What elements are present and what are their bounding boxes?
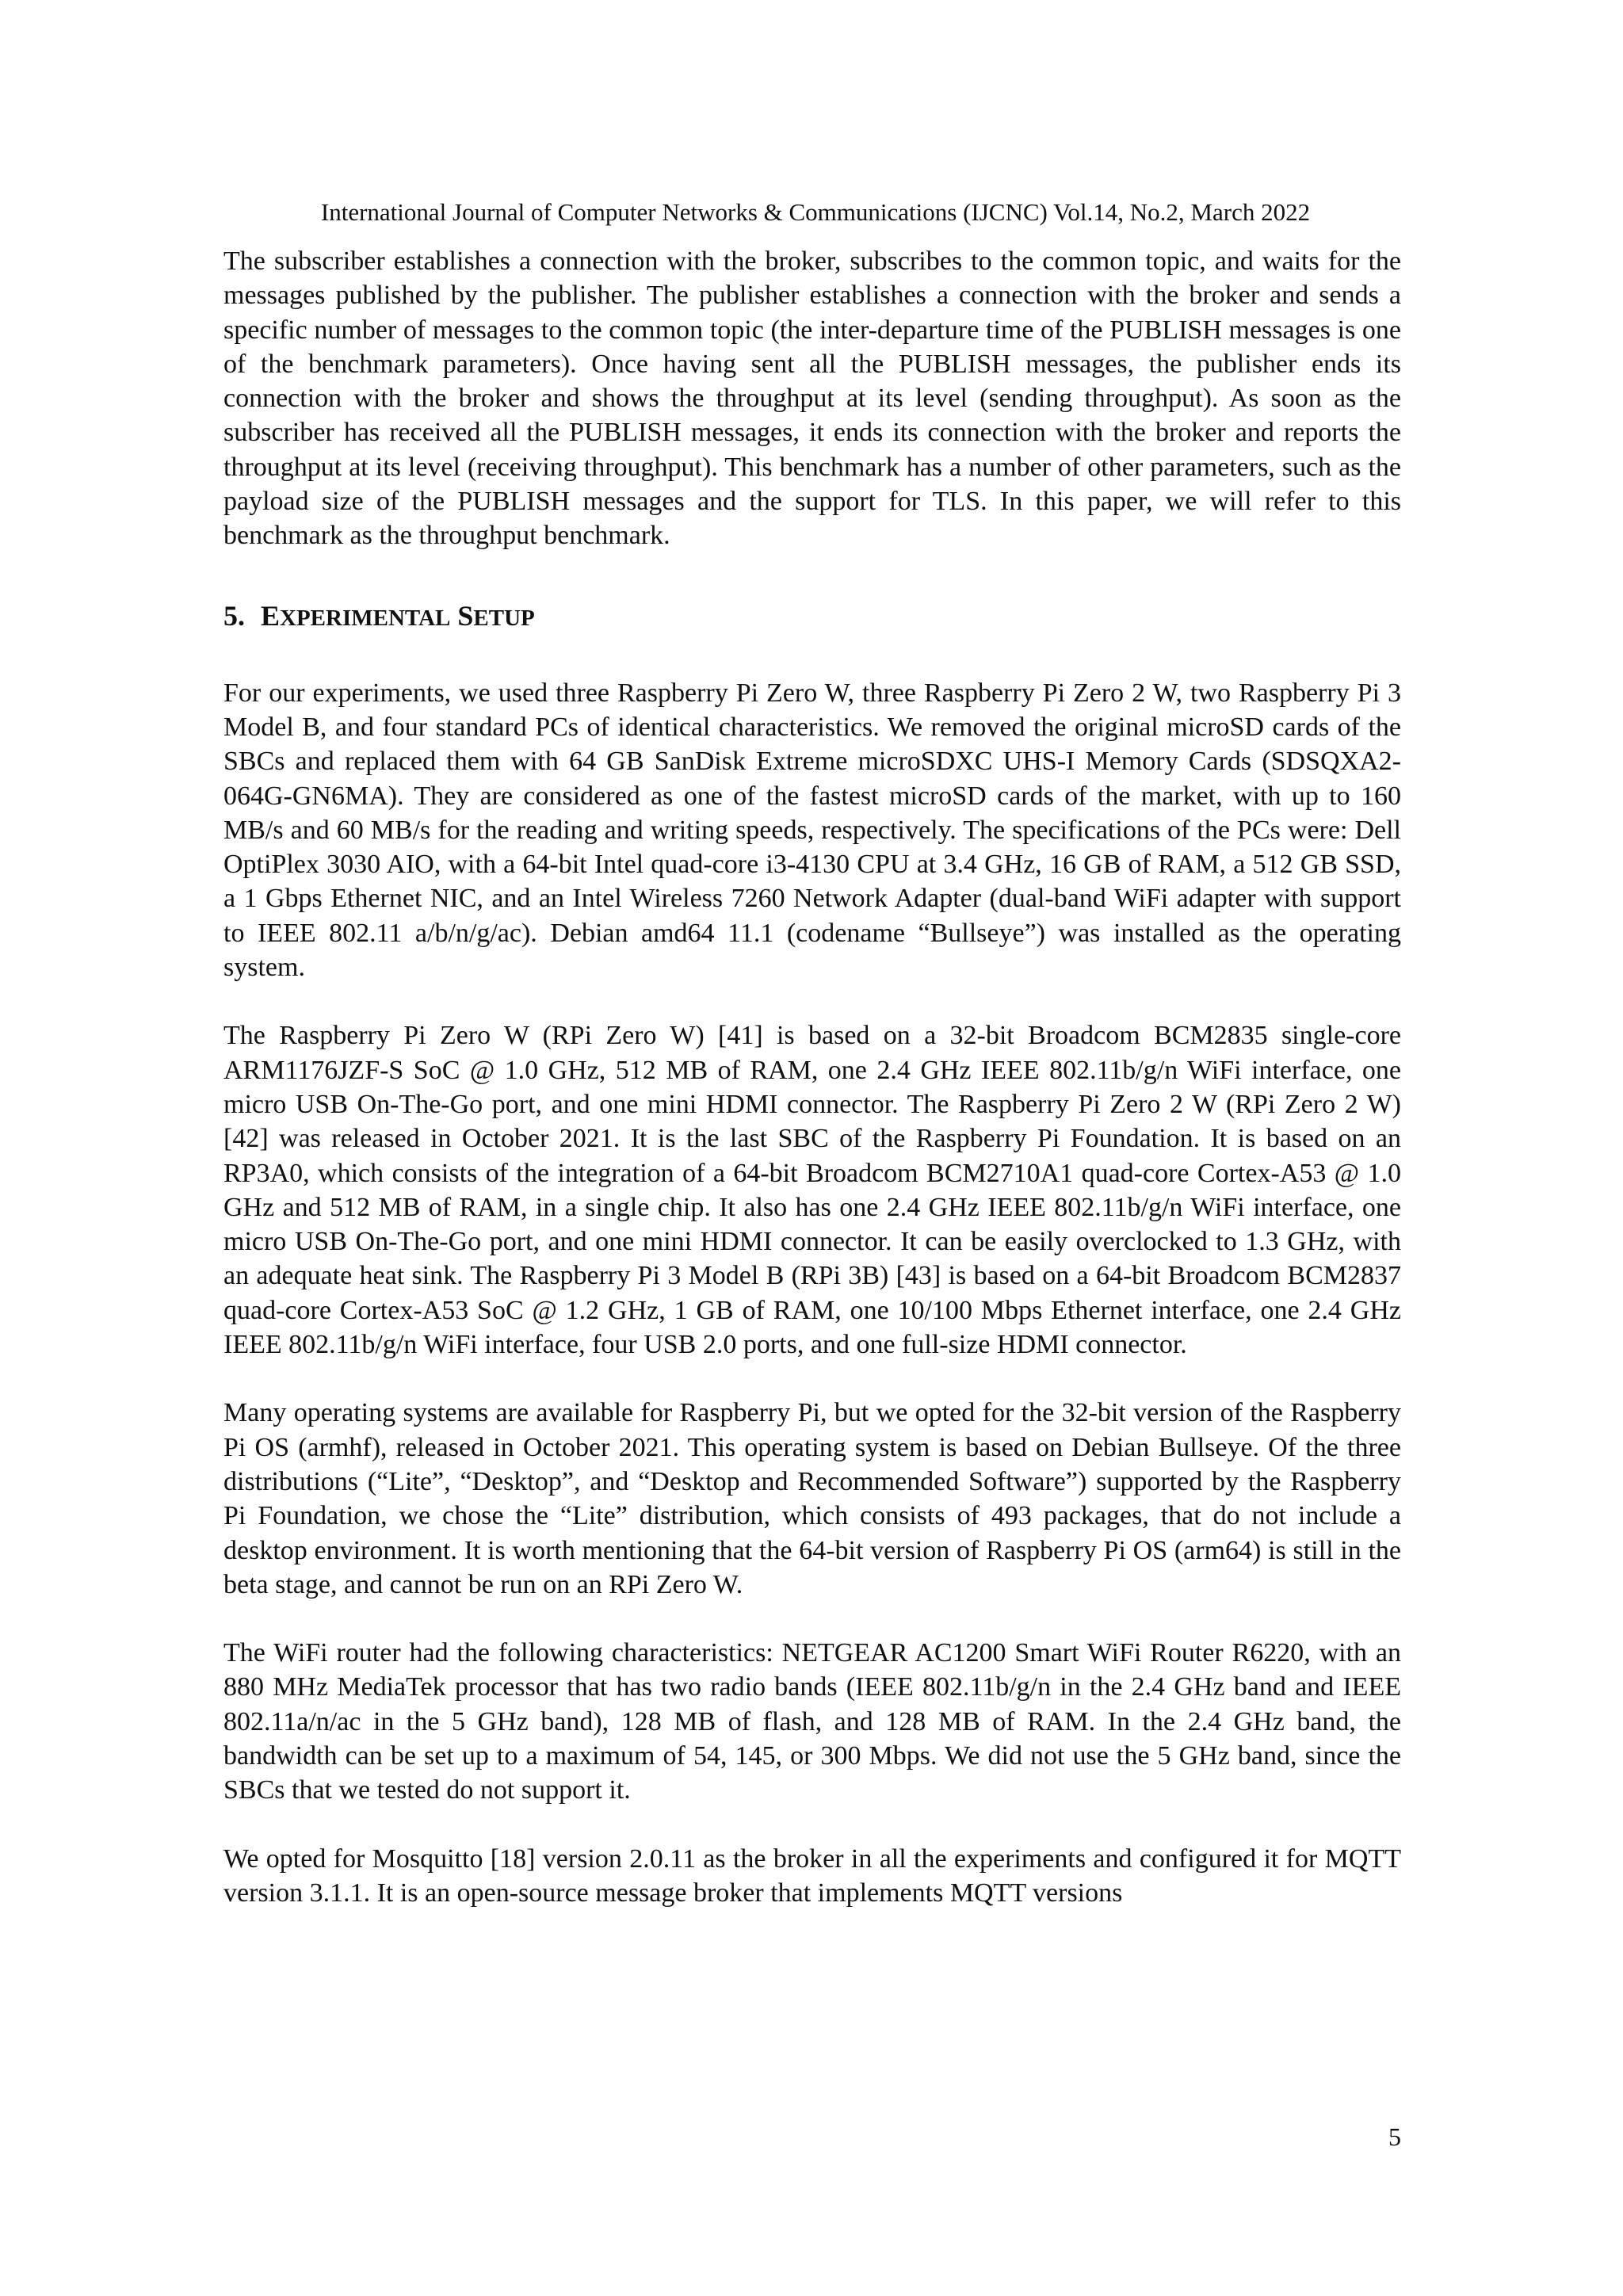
paragraph-mosquitto: We opted for Mosquitto [18] version 2.0.11 as the broker in all the experiments and configured it for MQTT version 3.1.1. It is an open-source message broker that implements MQTT versions: [223, 1843, 1401, 1908]
section-title-initial-1: E: [261, 599, 281, 632]
page-number: 5: [1388, 2122, 1401, 2151]
section-title-initial-2: S: [457, 599, 474, 632]
page-body: [223, 244, 1401, 1910]
paragraph-hardware: For our experiments, we used three Raspberry Pi Zero W, three Raspberry Pi Zero 2 W, two Raspberry Pi 3 Model B, and four standard PCs of identical characteristics. We removed the original microSD cards of the SBCs and replaced them with 64 GB SanDisk Extreme microSDXC UHS-I Memory Cards (SDSQXA2-064G-GN6MA). They are considered as one of the fastest microSD cards of the market, with up to 160 MB/s and 60 MB/s for the reading and writing speeds, respectively. The specifications of the PCs were: Dell OptiPlex 3030 AIO, with a 64-bit Intel quad-core i3-4130 CPU at 3.4 GHz, 16 GB of RAM, a 512 GB SSD, a 1 Gbps Ethernet NIC, and an Intel Wireless 7260 Network Adapter (dual-band WiFi adapter with support to IEEE 802.11 a/b/n/g/ac). Debian amd64 11.1 (codename “Bullseye”) was installed as the operating system.: [223, 678, 1401, 983]
paragraph-wifi-router: The WiFi router had the following characteristics: NETGEAR AC1200 Smart WiFi Router R6220, with an 880 MHz MediaTek processor that has two radio bands (IEEE 802.11b/g/n in the 2.4 GHz band and IEEE 802.11a/n/ac in the 5 GHz band), 128 MB of flash, and 128 MB of RAM. In the 2.4 GHz band, the bandwidth can be set up to a maximum of 54, 145, or 300 Mbps. We did not use the 5 GHz band, since the SBCs that we tested do not support it.: [223, 1638, 1401, 1805]
section-heading-experimental-setup: [223, 598, 1401, 636]
paragraph-throughput-benchmark: The subscriber establishes a connection with the broker, subscribes to the common topic, and waits for the messages published by the publisher. The publisher establishes a connection with the broker and sends a specific number of messages to the common topic (the inter-departure time of the PUBLISH messages is one of the benchmark parameters). Once having sent all the PUBLISH messages, the publisher ends its connection with the broker and shows the throughput at its level (sending throughput). As soon as the subscriber has received all the PUBLISH messages, it ends its connection with the broker and reports the throughput at its level (receiving throughput). This benchmark has a number of other parameters, such as the payload size of the PUBLISH messages and the support for TLS. In this paper, we will refer to this benchmark as the throughput benchmark.: [223, 246, 1401, 551]
section-title-rest-2: ETUP: [473, 605, 535, 631]
section-number: 5.: [223, 599, 245, 632]
paragraph-raspberry-models: The Raspberry Pi Zero W (RPi Zero W) [41] is based on a 32-bit Broadcom BCM2835 single-core ARM1176JZF-S SoC @ 1.0 GHz, 512 MB of RAM, one 2.4 GHz IEEE 802.11b/g/n WiFi interface, one micro USB On-The-Go port, and one mini HDMI connector. The Raspberry Pi Zero 2 W (RPi Zero 2 W) [42] was released in October 2021. It is the last SBC of the Raspberry Pi Foundation. It is based on an RP3A0, which consists of the integration of a 64-bit Broadcom BCM2710A1 quad-core Cortex-A53 @ 1.0 GHz and 512 MB of RAM, in a single chip. It also has one 2.4 GHz IEEE 802.11b/g/n WiFi interface, one micro USB On-The-Go port, and one mini HDMI connector. It can be easily overclocked to 1.3 GHz, with an adequate heat sink. The Raspberry Pi 3 Model B (RPi 3B) [43] is based on a 64-bit Broadcom BCM2837 quad-core Cortex-A53 SoC @ 1.2 GHz, 1 GB of RAM, one 10/100 Mbps Ethernet interface, one 2.4 GHz IEEE 802.11b/g/n WiFi interface, four USB 2.0 ports, and one full-size HDMI connector.: [223, 1021, 1401, 1360]
section-title-rest-1: XPERIMENTAL: [280, 605, 451, 631]
running-header: International Journal of Computer Networks & Communications (IJCNC) Vol.14, No.2, March 2022: [320, 198, 1311, 226]
paragraph-operating-system: Many operating systems are available for Raspberry Pi, but we opted for the 32-bit version of the Raspberry Pi OS (armhf), released in October 2021. This operating system is based on Debian Bullseye. Of the three distributions (“Lite”, “Desktop”, and “Desktop and Recommended Software”) supported by the Raspberry Pi Foundation, we chose the “Lite” distribution, which consists of 493 packages, that do not include a desktop environment. It is worth mentioning that the 64-bit version of Raspberry Pi OS (arm64) is still in the beta stage, and cannot be run on an RPi Zero W.: [223, 1398, 1401, 1599]
